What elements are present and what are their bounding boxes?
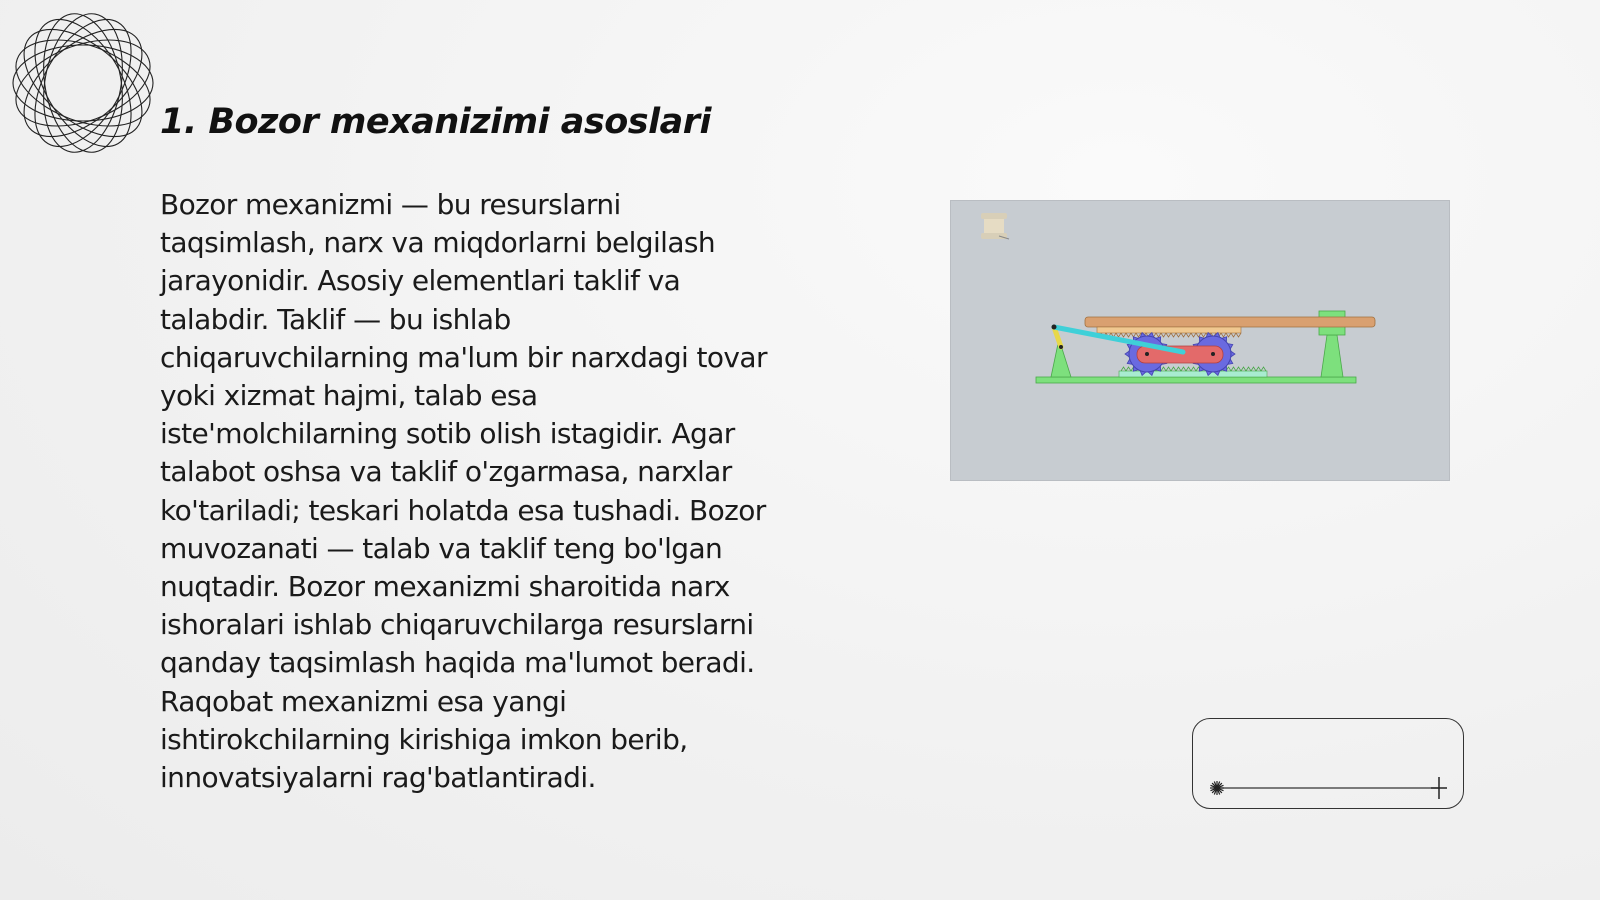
body-line: taqsimlash, narx va miqdorlarni belgilash [160,226,716,260]
callout-box [1192,718,1464,809]
body-line: Raqobat mexanizmi esa yangi [160,684,567,718]
body-line: muvozanati — talab va taklif teng bo'lgan [160,531,723,565]
body-line: talabot oshsa va taklif o'zgarmasa, narxlar [160,455,732,489]
base-plate [1036,377,1356,383]
rack-and-pinion-mechanism-illustration [951,201,1449,480]
body-line: ko'tariladi; teskari holatda esa tushadi. Bozor [160,493,766,527]
body-line: iste'molchilarning sotib olish istagidir. Agar [160,417,735,451]
body-line: chiqaruvchilarning ma'lum bir narxdagi tovar [160,340,767,374]
body-line: talabdir. Taklif — bu ishlab [160,302,511,336]
sparkle-icon [1210,781,1224,795]
body-line: innovatsiyalarni rag'batlantiradi. [160,761,596,795]
body-line: nuqtadir. Bozor mexanizmi sharoitida narx [160,570,730,604]
upper-rod [1085,317,1375,327]
body-line: jarayonidir. Asosiy elementlari taklif va [160,264,681,298]
body-line: Bozor mexanizmi — bu resurslarni [160,188,621,221]
mechanism-image [950,200,1450,481]
slide-title: 1. Bozor mexanizimi asoslari [160,102,711,142]
body-line: yoki xizmat hajmi, talab esa [160,379,538,413]
body-line: ishoralari ishlab chiqaruvchilarga resurslarni [160,608,754,642]
right-support [1321,335,1343,377]
image-watermark-icon [981,213,1009,239]
plus-icon [1431,777,1447,799]
body-line: qanday taqsimlash haqida ma'lumot beradi. [160,646,755,680]
body-line: ishtirokchilarning kirishiga imkon berib, [160,722,688,756]
spirograph-ornament-icon [8,8,158,158]
body-text [160,186,850,797]
connecting-plate [1137,346,1223,363]
